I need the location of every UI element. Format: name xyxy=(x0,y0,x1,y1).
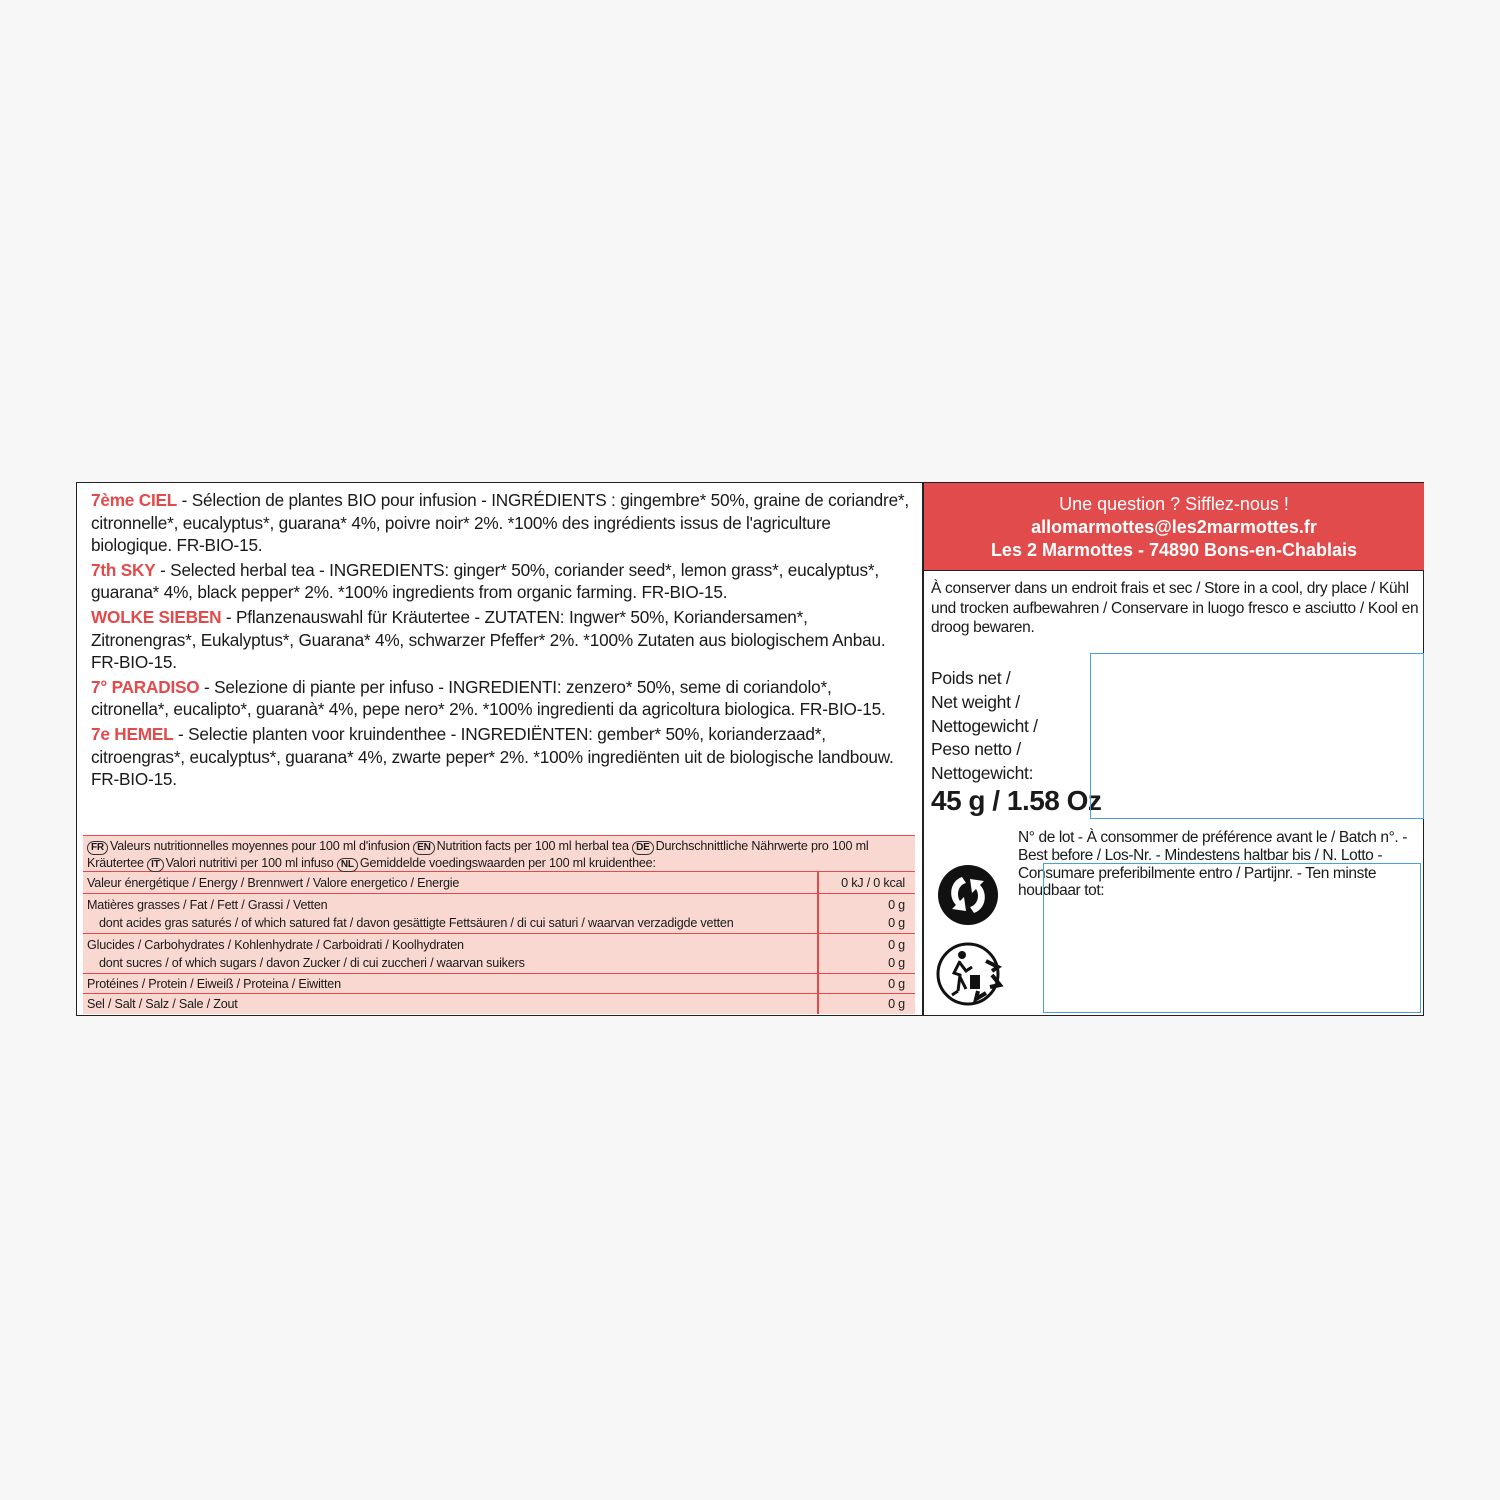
label-right-panel xyxy=(924,483,1424,1015)
product-label xyxy=(76,482,1424,1016)
ingredients-text-it: - Selezione di piante per infuso - INGREDIENTI: zenzero* 50%, seme di coriandolo*, citronella*, eucalipto*, guaranà* 4%, pepe nero* 2%. *100% ingredienti da agricoltura biologica. FR-BIO-15. xyxy=(91,676,886,720)
nutrition-label-sub: dont acides gras saturés / of which satured fat / davon gesättigte Fettsäuren / di cui saturi / waarvan verzadigde vetten xyxy=(99,916,734,930)
nutrition-label: Protéines / Protein / Eiweiß / Proteina / Eiwitten xyxy=(87,977,341,991)
ingredients-text-fr: - Sélection de plantes BIO pour infusion - INGRÉDIENTS : gingembre* 50%, graine de coriandre*, citronnelle*, eucalyptus*, guarana* 4%, poivre noir* 2%. *100% des ingrédients issus de l'agriculture biologique. FR-BIO-15. xyxy=(91,490,909,556)
nutrition-value: 0 g xyxy=(888,916,905,930)
net-weight-label: Net weight / xyxy=(931,691,1020,712)
product-name-de: WOLKE SIEBEN xyxy=(91,606,222,627)
contact-address: Les 2 Marmottes - 74890 Bons-en-Chablais xyxy=(990,540,1358,560)
net-weight-labels xyxy=(931,667,1038,786)
flag-nl: NL xyxy=(337,858,358,872)
nutrition-label: Glucides / Carbohydrates / Kohlenhydrate / Carboidrati / Koolhydraten xyxy=(87,938,464,952)
nutrition-value: 0 kJ / 0 kcal xyxy=(841,876,905,890)
nutrition-value: 0 g xyxy=(888,898,905,912)
ingredients-fr xyxy=(91,489,911,557)
weight-print-box xyxy=(1090,653,1424,819)
net-weight-label: Nettogewicht / xyxy=(931,715,1038,736)
product-name-nl: 7e HEMEL xyxy=(91,723,174,744)
flag-en: EN xyxy=(413,841,435,855)
ingredients-text-en: - Selected herbal tea - INGREDIENTS: ginger* 50%, coriander seed*, lemon grass*, eucalyptus*, guarana* 4%, black pepper* 2%. *100% ingredients from organic farming. FR-BIO-15. xyxy=(91,559,879,603)
nutrition-row xyxy=(83,994,915,1014)
net-weight-label: Poids net / xyxy=(931,668,1011,688)
nutrition-column-divider xyxy=(817,872,819,1014)
ingredients-section xyxy=(91,489,911,793)
nutrition-value: 0 g xyxy=(888,938,905,952)
flag-it: IT xyxy=(147,858,164,872)
product-name-fr: 7ème CIEL xyxy=(91,490,178,510)
nutrition-table xyxy=(83,835,915,1014)
contact-question: Une question ? Sifflez-nous ! xyxy=(1059,494,1289,514)
tidyman-recycling-icon xyxy=(936,941,1008,1007)
nutrition-label: Matières grasses / Fat / Fett / Grassi / Vetten xyxy=(87,898,328,912)
nutrition-row xyxy=(83,894,915,934)
ingredients-text-nl: - Selectie planten voor kruindenthee - INGREDIËNTEN: gember* 50%, korianderzaad*, citroengras*, eucalyptus*, guarana* 4%, zwarte peper* 2%. *100% ingrediënten uit de biologische landbouw. FR-BIO-15. xyxy=(91,723,894,790)
ingredients-en xyxy=(91,559,911,604)
nutrition-value: 0 g xyxy=(888,997,905,1011)
flag-de: DE xyxy=(632,841,654,855)
nutrition-header-fr: Valeurs nutritionnelles moyennes pour 100 ml d'infusion xyxy=(109,839,410,853)
lot-best-before-text: N° de lot - À consommer de préférence avant le / Batch n°. - Best before / Los-Nr. - Mindestens haltbar bis / N. Lotto - Consumare preferibilmente entro / Partijnr. - Ten minste houdbaar tot: xyxy=(1018,829,1408,900)
nutrition-value: 0 g xyxy=(888,977,905,991)
contact-email[interactable]: allomarmottes@les2marmottes.fr xyxy=(1031,517,1317,537)
nutrition-row xyxy=(83,974,915,994)
nutrition-value: 0 g xyxy=(888,956,905,970)
net-weight-label: Peso netto / xyxy=(931,739,1021,760)
storage-instructions: À conserver dans un endroit frais et sec / Store in a cool, dry place / Kühl und trocken aufbewahren / Conservare in luogo fresco e asciutto / Kool en droog bewaren. xyxy=(931,580,1419,636)
ingredients-nl xyxy=(91,723,911,791)
nutrition-header-de: Durchschnittliche Nährwerte pro 100 ml Kräutertee xyxy=(87,839,869,870)
nutrition-header-en: Nutrition facts per 100 ml herbal tea xyxy=(436,839,629,853)
ingredients-de xyxy=(91,606,911,674)
nutrition-header-nl: Gemiddelde voedingswaarden per 100 ml kruidenthee: xyxy=(359,856,656,870)
nutrition-row xyxy=(83,934,915,974)
net-weight-value: 45 g / 1.58 Oz xyxy=(931,785,1102,816)
nutrition-header-it: Valori nutritivi per 100 ml infuso xyxy=(165,856,334,870)
label-left-panel xyxy=(77,483,922,1015)
lot-print-box xyxy=(1043,863,1421,1013)
contact-banner xyxy=(924,483,1424,571)
nutrition-label: Valeur énergétique / Energy / Brennwert / Valore energetico / Energie xyxy=(87,876,460,890)
nutrition-label: Sel / Salt / Salz / Sale / Zout xyxy=(87,997,238,1011)
flag-fr: FR xyxy=(87,841,108,855)
nutrition-label-sub: dont sucres / of which sugars / davon Zucker / di cui zuccheri / waarvan suikers xyxy=(99,956,525,970)
ingredients-text-de: - Pflanzenauswahl für Kräutertee - ZUTATEN: Ingwer* 50%, Koriandersamen*, Zitronengras*, Eukalyptus*, Guarana* 4%, schwarzer Pfeffer* 2%. *100% Zutaten aus biologischem Anbau. FR-BIO-15. xyxy=(91,606,886,673)
green-dot-recycling-icon xyxy=(936,863,1000,927)
net-weight-label: Nettogewicht: xyxy=(931,763,1034,784)
nutrition-header xyxy=(83,835,915,872)
ingredients-it xyxy=(91,676,911,721)
nutrition-row xyxy=(83,872,915,894)
product-name-en: 7th SKY xyxy=(91,559,156,580)
product-name-it: 7° PARADISO xyxy=(91,676,200,697)
